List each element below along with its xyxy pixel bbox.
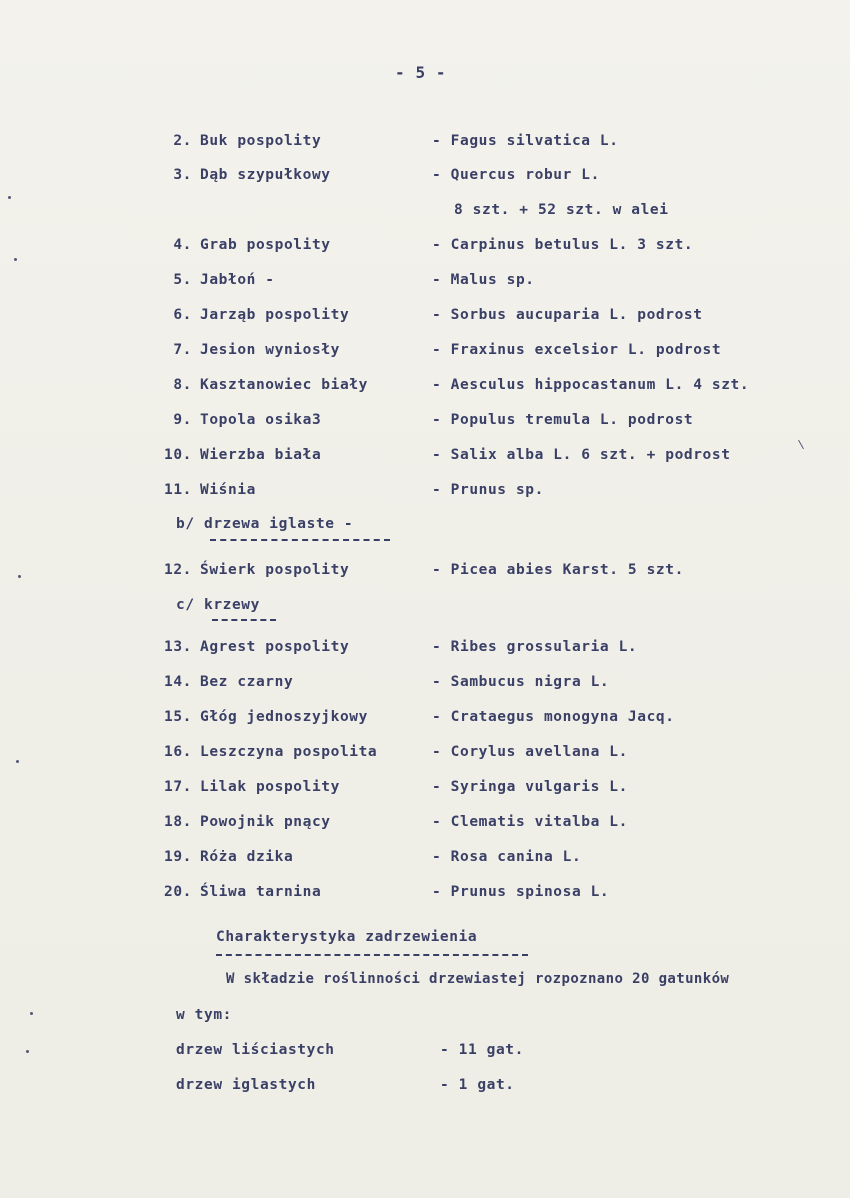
row-num: 19. bbox=[164, 849, 192, 865]
row-polish-name: Lilak pospolity bbox=[200, 779, 340, 795]
row-latin-name: - Clematis vitalba L. bbox=[432, 814, 628, 830]
row-polish-name: Jabłoń - bbox=[200, 272, 275, 288]
in-that-label: w tym: bbox=[176, 1007, 232, 1023]
row-note: 8 szt. + 52 szt. w alei bbox=[454, 202, 669, 218]
row-num: 20. bbox=[164, 884, 192, 900]
row-polish-name: Świerk pospolity bbox=[200, 562, 350, 578]
row-latin-name: - Syringa vulgaris L. bbox=[432, 779, 628, 795]
row-polish-name: Głóg jednoszyjkowy bbox=[200, 709, 368, 725]
row-latin-name: - Carpinus betulus L. 3 szt. bbox=[432, 237, 694, 253]
row-latin-name: - Malus sp. bbox=[432, 272, 535, 288]
row-polish-name: Wiśnia bbox=[200, 482, 256, 498]
row-polish-name: Jarząb pospolity bbox=[200, 307, 350, 323]
section-title: Charakterystyka zadrzewienia bbox=[216, 929, 478, 945]
row-num: 10. bbox=[164, 447, 192, 463]
summary-label: drzew liściastych bbox=[176, 1042, 335, 1058]
row-polish-name: Wierzba biała bbox=[200, 447, 322, 463]
row-polish-name: Agrest pospolity bbox=[200, 639, 350, 655]
row-num: 12. bbox=[164, 562, 192, 578]
summary-paragraph: W składzie roślinności drzewiastej rozpoznano 20 gatunków bbox=[226, 971, 730, 987]
stray-mark bbox=[798, 440, 804, 449]
row-latin-name: - Picea abies Karst. 5 szt. bbox=[432, 562, 684, 578]
row-polish-name: Leszczyna pospolita bbox=[200, 744, 378, 760]
paper-speck bbox=[30, 1012, 33, 1015]
paper-speck bbox=[16, 760, 19, 763]
row-num: 14. bbox=[164, 674, 192, 690]
row-latin-name: - Salix alba L. 6 szt. + podrost bbox=[432, 447, 731, 463]
page-number: - 5 - bbox=[395, 63, 447, 82]
row-num: 3. bbox=[173, 167, 192, 183]
section-heading-shrubs: c/ krzewy bbox=[176, 597, 260, 613]
heading-underline bbox=[210, 539, 390, 541]
row-num: 15. bbox=[164, 709, 192, 725]
summary-label: drzew iglastych bbox=[176, 1077, 316, 1093]
row-num: 8. bbox=[173, 377, 192, 393]
row-polish-name: Grab pospolity bbox=[200, 237, 331, 253]
row-num: 7. bbox=[173, 342, 192, 358]
row-polish-name: Buk pospolity bbox=[200, 133, 322, 149]
row-latin-name: - Ribes grossularia L. bbox=[432, 639, 638, 655]
row-latin-name: - Quercus robur L. bbox=[432, 167, 600, 183]
paper-speck bbox=[14, 258, 17, 261]
row-latin-name: - Prunus spinosa L. bbox=[432, 884, 610, 900]
summary-value: - 11 gat. bbox=[440, 1042, 524, 1058]
row-polish-name: Róża dzika bbox=[200, 849, 294, 865]
row-num: 11. bbox=[164, 482, 192, 498]
row-polish-name: Jesion wyniosły bbox=[200, 342, 340, 358]
paper-speck bbox=[26, 1050, 29, 1053]
paper-speck bbox=[8, 196, 11, 199]
row-latin-name: - Sorbus aucuparia L. podrost bbox=[432, 307, 703, 323]
row-latin-name: - Rosa canina L. bbox=[432, 849, 582, 865]
row-latin-name: - Fagus silvatica L. bbox=[432, 133, 619, 149]
row-num: 5. bbox=[173, 272, 192, 288]
summary-value: - 1 gat. bbox=[440, 1077, 515, 1093]
section-heading-conifers: b/ drzewa iglaste - bbox=[176, 516, 354, 532]
row-latin-name: - Populus tremula L. podrost bbox=[432, 412, 694, 428]
row-latin-name: - Aesculus hippocastanum L. 4 szt. bbox=[432, 377, 750, 393]
row-latin-name: - Fraxinus excelsior L. podrost bbox=[432, 342, 722, 358]
row-polish-name: Topola osika3 bbox=[200, 412, 322, 428]
row-latin-name: - Prunus sp. bbox=[432, 482, 544, 498]
paper-speck bbox=[18, 575, 21, 578]
row-num: 17. bbox=[164, 779, 192, 795]
row-polish-name: Powojnik pnący bbox=[200, 814, 331, 830]
heading-underline bbox=[212, 619, 276, 621]
row-num: 2. bbox=[173, 133, 192, 149]
row-latin-name: - Corylus avellana L. bbox=[432, 744, 628, 760]
row-num: 9. bbox=[173, 412, 192, 428]
row-num: 16. bbox=[164, 744, 192, 760]
row-polish-name: Bez czarny bbox=[200, 674, 294, 690]
row-num: 18. bbox=[164, 814, 192, 830]
row-num: 4. bbox=[173, 237, 192, 253]
section-title-underline bbox=[216, 954, 528, 956]
row-num: 6. bbox=[173, 307, 192, 323]
row-num: 13. bbox=[164, 639, 192, 655]
row-polish-name: Kasztanowiec biały bbox=[200, 377, 368, 393]
row-polish-name: Dąb szypułkowy bbox=[200, 167, 331, 183]
row-latin-name: - Crataegus monogyna Jacq. bbox=[432, 709, 675, 725]
row-latin-name: - Sambucus nigra L. bbox=[432, 674, 610, 690]
row-polish-name: Śliwa tarnina bbox=[200, 884, 322, 900]
